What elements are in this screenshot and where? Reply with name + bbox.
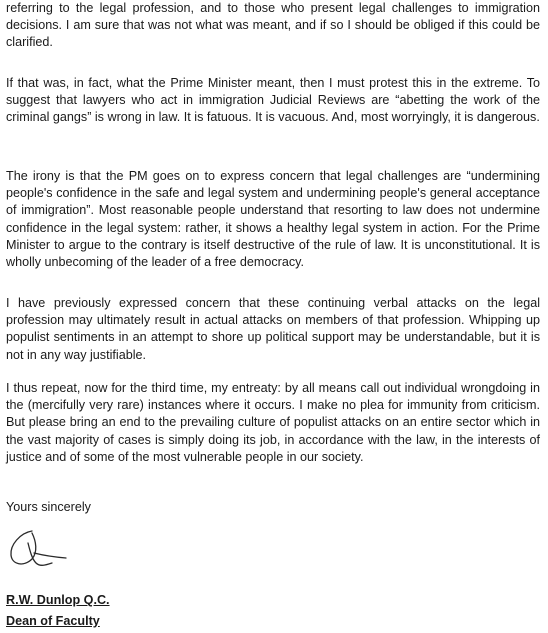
closing-salutation: Yours sincerely [6, 500, 91, 514]
signer-title: Dean of Faculty [6, 614, 100, 628]
handwritten-signature [6, 525, 86, 575]
signer-name: R.W. Dunlop Q.C. [6, 593, 110, 607]
letter-paragraph-4: I have previously expressed concern that these continuing verbal attacks on the legal profession may ultimately result in actual attacks on members of that profession. Whipping up populist sentiments in an attempt to shore up political support may be understandable, but it is not in any way justifiable. [6, 296, 540, 362]
letter-paragraph-2: If that was, in fact, what the Prime Minister meant, then I must protest this in the extreme. To suggest that lawyers who act in immigration Judicial Reviews are “abetting the work of the criminal gangs” is wrong in law. It is fatuous. It is vacuous. And, most worryingly, it is dangerous. [6, 76, 540, 125]
letter-paragraph-5: I thus repeat, now for the third time, my entreaty: by all means call out individual wrongdoing in the (mercifully very rare) instances where it occurs. I make no plea for immunity from criticism. But please bring an end to the prevailing culture of populist attacks on an entire sector which in the vast majority of cases is simply doing its job, in accordance with the law, in the interests of justice and of some of the most vulnerable people in our society. [6, 381, 540, 464]
letter-paragraph-3: The irony is that the PM goes on to express concern that legal challenges are “undermining people's confidence in the safe and legal system and undermining people's general acceptance of immigration”. Most reasonable people understand that resorting to law does not undermine confidence in the legal system: rather, it shows a healthy legal system in action. For the Prime Minister to argue to the contrary is itself destructive of the rule of law. It is unconstitutional. It is wholly unbecoming of the leader of a free democracy. [6, 169, 540, 270]
letter-paragraph-1: referring to the legal profession, and to those who present legal challenges to immigration decisions. I am sure that was not what was meant, and if so I should be obliged if this could be clarified. [6, 1, 540, 50]
